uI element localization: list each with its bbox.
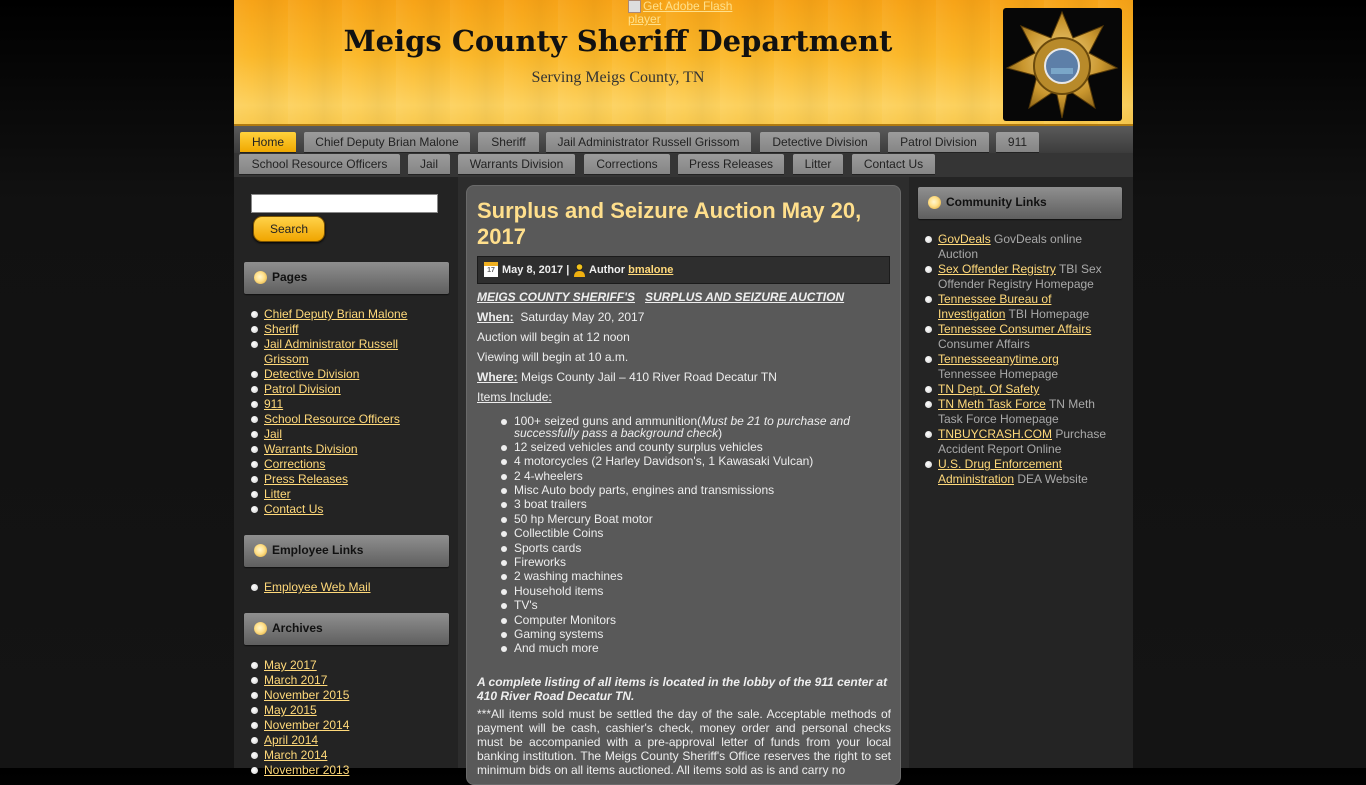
- archive-link[interactable]: November 2013: [264, 763, 350, 777]
- site-title[interactable]: Meigs County Sheriff Department: [343, 24, 893, 58]
- community-link[interactable]: Tennessee Consumer Affairs: [938, 322, 1092, 336]
- list-item: [244, 307, 444, 322]
- community-link[interactable]: GovDeals: [938, 232, 991, 246]
- page-link[interactable]: Press Releases: [264, 472, 349, 486]
- list-item: [244, 337, 444, 367]
- nav-tab-school-resource-officers[interactable]: School Resource Officers: [239, 154, 400, 174]
- nav-tab-litter[interactable]: Litter: [793, 154, 843, 174]
- list-item: 100+ seized guns and ammunition(Must be 21 to purchase and successfully pass a background check): [495, 416, 875, 439]
- archive-link[interactable]: April 2014: [264, 733, 319, 747]
- list-item: Tennessee Bureau of Investigation TBI Homepage: [918, 292, 1118, 322]
- auction-items-list: [495, 416, 875, 658]
- post-article: [466, 185, 901, 785]
- post-author: Author bmalone: [589, 264, 674, 276]
- community-link[interactable]: Tennessee Bureau of Investigation: [938, 292, 1052, 321]
- list-item: Household items: [495, 586, 875, 598]
- list-item: U.S. Drug Enforcement Administration DEA Website: [918, 457, 1118, 487]
- list-item: 12 seized vehicles and county surplus vehicles: [495, 442, 875, 454]
- archive-link[interactable]: May 2015: [264, 703, 317, 717]
- author-link[interactable]: bmalone: [628, 264, 674, 276]
- list-item: TV's: [495, 600, 875, 612]
- list-item: Sports cards: [495, 543, 875, 555]
- post-title[interactable]: Surplus and Seizure Auction May 20, 2017: [477, 198, 862, 249]
- list-item: [244, 763, 444, 778]
- community-link[interactable]: Sex Offender Registry: [938, 262, 1056, 276]
- where-line: [477, 370, 891, 384]
- site-tagline: Serving Meigs County, TN: [531, 69, 705, 86]
- sheriff-badge-image: [1003, 8, 1122, 121]
- list-item: 3 boat trailers: [495, 499, 875, 511]
- left-sidebar: [234, 177, 458, 777]
- list-item: TNBUYCRASH.COM Purchase Accident Report Online: [918, 427, 1118, 457]
- list-item: [244, 703, 444, 718]
- list-item: [244, 580, 444, 595]
- nav-tab-patrol-division[interactable]: Patrol Division: [888, 132, 989, 152]
- sale-terms: ***All items sold must be settled the day of the sale. Acceptable methods of payment will be cash, cashier's check, money order and personal checks must be accompanied with a pre-approval letter of funds from your local banking institution. The Meigs County Sheriff's Office reserves the right to set minimum bids on all items auctioned. All items sold as is and carry no: [477, 707, 891, 777]
- page-link[interactable]: Litter: [264, 487, 291, 501]
- list-item: [244, 658, 444, 673]
- widget-title: Employee Links: [272, 543, 364, 557]
- post-date: May 8, 2017 |: [502, 264, 570, 276]
- list-item: Misc Auto body parts, engines and transmissions: [495, 485, 875, 497]
- get-flash-player-link[interactable]: Get Adobe Flash player: [628, 0, 733, 26]
- widget-title: Archives: [272, 621, 323, 635]
- list-item: [244, 427, 444, 442]
- widget-title: Community Links: [946, 195, 1047, 209]
- list-item: [244, 718, 444, 733]
- community-links-widget-header: [918, 187, 1122, 219]
- list-item: [244, 412, 444, 427]
- list-item: [244, 733, 444, 748]
- archive-link[interactable]: March 2017: [264, 673, 328, 687]
- nav-tab-warrants-division[interactable]: Warrants Division: [458, 154, 575, 174]
- nav-tab-sheriff[interactable]: Sheriff: [478, 132, 539, 152]
- list-item: Gaming systems: [495, 629, 875, 641]
- community-links-list: [918, 232, 1118, 487]
- list-item: Sex Offender Registry TBI Sex Offender Registry Homepage: [918, 262, 1118, 292]
- list-item: [244, 367, 444, 382]
- nav-tab-contact-us[interactable]: Contact Us: [852, 154, 935, 174]
- list-item: Computer Monitors: [495, 615, 875, 627]
- list-item: Fireworks: [495, 557, 875, 569]
- when-label: When:: [477, 310, 514, 324]
- nav-tab-home[interactable]: Home: [240, 132, 296, 152]
- page-link[interactable]: Chief Deputy Brian Malone: [264, 307, 408, 321]
- list-item: 50 hp Mercury Boat motor: [495, 514, 875, 526]
- archive-link[interactable]: November 2015: [264, 688, 350, 702]
- nav-tab-jail-administrator[interactable]: Jail Administrator Russell Grissom: [546, 132, 751, 152]
- bullet-orb-icon: [928, 196, 941, 209]
- page-link[interactable]: 911: [264, 397, 284, 411]
- community-link[interactable]: TN Meth Task Force: [938, 397, 1046, 411]
- bullet-orb-icon: [254, 271, 267, 284]
- nav-tab-jail[interactable]: Jail: [408, 154, 450, 174]
- primary-nav-row-1: [234, 124, 1133, 153]
- list-item: [244, 397, 444, 412]
- list-item: GovDeals GovDeals online Auction: [918, 232, 1118, 262]
- page-link[interactable]: Corrections: [264, 457, 326, 471]
- right-sidebar: [909, 177, 1133, 768]
- bullet-orb-icon: [254, 622, 267, 635]
- page-link[interactable]: Detective Division: [264, 367, 360, 381]
- archives-list: [244, 658, 444, 778]
- list-item: Tennesseeanytime.org Tennessee Homepage: [918, 352, 1118, 382]
- community-link[interactable]: U.S. Drug Enforcement Administration: [938, 457, 1063, 486]
- list-item: [244, 472, 444, 487]
- calendar-icon: 17: [484, 262, 498, 277]
- list-item: Collectible Coins: [495, 528, 875, 540]
- widget-title: Pages: [272, 270, 308, 284]
- list-item: And much more: [495, 643, 875, 655]
- nav-tab-chief-deputy[interactable]: Chief Deputy Brian Malone: [304, 132, 470, 152]
- pages-widget-header: [244, 262, 449, 294]
- bullet-orb-icon: [254, 544, 267, 557]
- page-link[interactable]: Jail: [264, 427, 283, 441]
- list-item: [244, 688, 444, 703]
- post-meta-bar: [477, 256, 890, 284]
- list-item: TN Meth Task Force TN Meth Task Force Homepage: [918, 397, 1118, 427]
- list-item: [244, 382, 444, 397]
- list-item: 4 motorcycles (2 Harley Davidson's, 1 Kawasaki Vulcan): [495, 456, 875, 468]
- search-button[interactable]: Search: [253, 216, 325, 242]
- site-header: [234, 0, 1133, 124]
- archive-link[interactable]: May 2017: [264, 658, 317, 672]
- pages-list: [244, 307, 444, 517]
- employee-web-mail-link[interactable]: Employee Web Mail: [264, 580, 371, 594]
- page-link[interactable]: Sheriff: [264, 322, 299, 336]
- list-item: [918, 382, 1118, 397]
- community-link[interactable]: TN Dept. Of Safety: [938, 382, 1040, 396]
- archive-link[interactable]: November 2014: [264, 718, 350, 732]
- community-link[interactable]: TNBUYCRASH.COM: [938, 427, 1053, 441]
- list-item: 2 washing machines: [495, 571, 875, 583]
- page-wrapper: [234, 0, 1133, 777]
- list-item: [244, 748, 444, 763]
- viewing-start-line: Viewing will begin at 10 a.m.: [477, 350, 629, 364]
- nav-tab-911[interactable]: 911: [996, 132, 1039, 152]
- employee-links-list: [244, 580, 444, 595]
- page-link[interactable]: Warrants Division: [264, 442, 358, 456]
- page-link[interactable]: Patrol Division: [264, 382, 341, 396]
- star-badge-icon: [1003, 8, 1122, 121]
- list-item: [244, 502, 444, 517]
- employee-links-widget-header: [244, 535, 449, 567]
- post-heading: MEIGS COUNTY SHERIFF'S SURPLUS AND SEIZURE AUCTION: [477, 290, 845, 304]
- page-link[interactable]: Jail Administrator Russell Grissom: [264, 337, 399, 366]
- page-link[interactable]: Contact Us: [264, 502, 324, 516]
- list-item: Tennessee Consumer Affairs Consumer Affairs: [918, 322, 1118, 352]
- archive-link[interactable]: March 2014: [264, 748, 328, 762]
- list-item: 2 4-wheelers: [495, 471, 875, 483]
- nav-tab-corrections[interactable]: Corrections: [584, 154, 670, 174]
- where-value: Meigs County Jail – 410 River Road Decatur TN: [521, 370, 777, 384]
- nav-tab-detective-division[interactable]: Detective Division: [760, 132, 880, 152]
- listing-note: A complete listing of all items is located in the lobby of the 911 center at 410 River Road Decatur TN.: [477, 675, 888, 703]
- author-person-icon: [573, 263, 586, 277]
- community-link[interactable]: Tennesseeanytime.org: [938, 352, 1059, 366]
- primary-nav-row-2: [234, 153, 1133, 177]
- page-link[interactable]: School Resource Officers: [264, 412, 400, 426]
- search-input[interactable]: [251, 194, 438, 213]
- auction-start-line: Auction will begin at 12 noon: [477, 330, 630, 344]
- archives-widget-header: [244, 613, 449, 645]
- when-value: Saturday May 20, 2017: [520, 310, 645, 324]
- when-line: [477, 310, 891, 324]
- list-item: [244, 673, 444, 688]
- where-label: Where:: [477, 370, 518, 384]
- nav-tab-press-releases[interactable]: Press Releases: [678, 154, 784, 174]
- list-item: [244, 442, 444, 457]
- list-item: [244, 487, 444, 502]
- items-include-label: Items Include:: [477, 390, 552, 404]
- list-item: [244, 322, 444, 337]
- list-item: [244, 457, 444, 472]
